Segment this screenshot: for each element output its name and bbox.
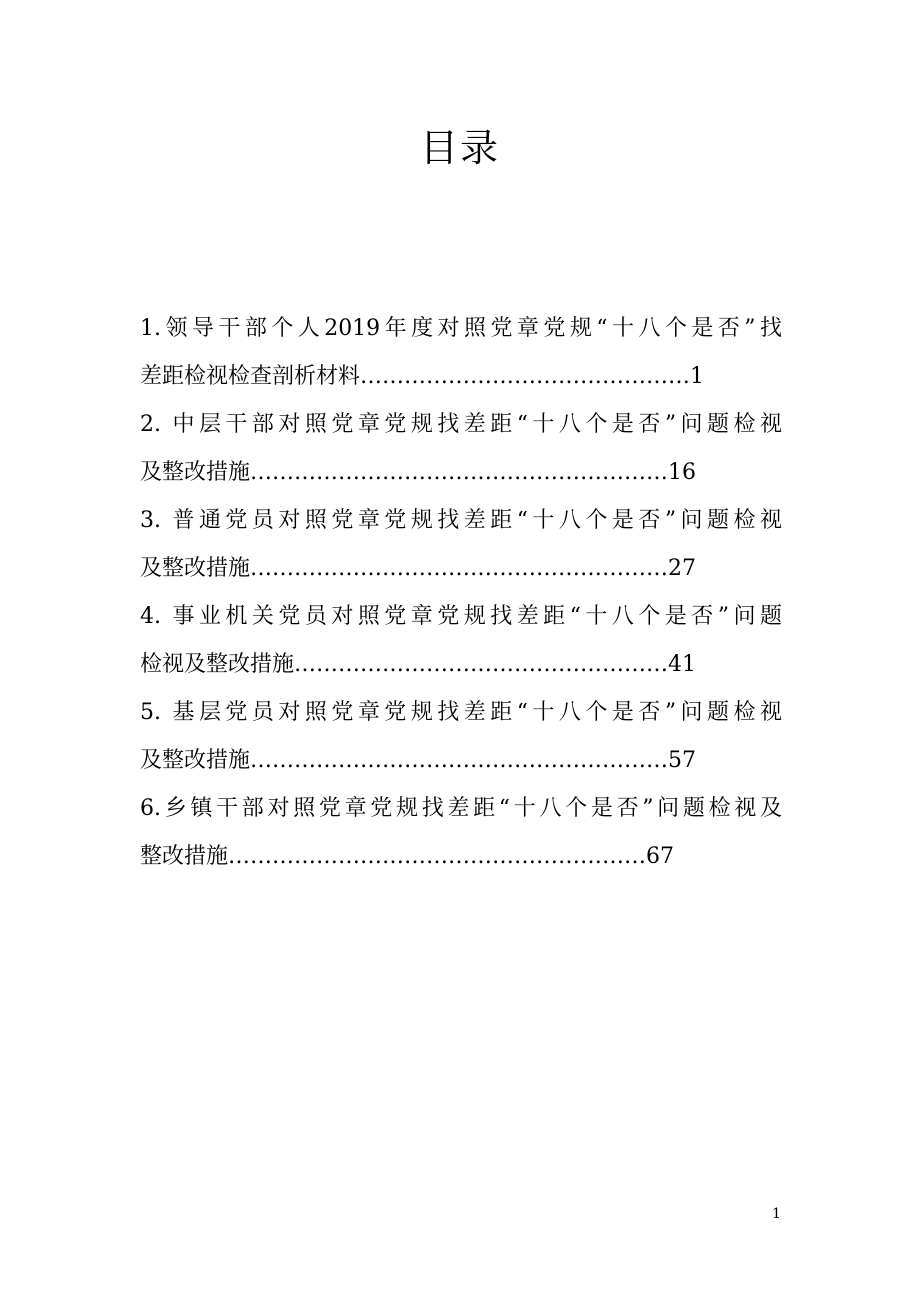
- toc-page-number: 57: [668, 748, 697, 773]
- toc-entry-continuation-line: [140, 353, 782, 401]
- toc-entry-continuation-line: [140, 545, 782, 593]
- toc-page-number: 16: [668, 460, 697, 485]
- toc-entry-continuation-line: [140, 737, 782, 785]
- toc-entry-title-tail: 及整改措施: [140, 748, 251, 773]
- table-of-contents: [140, 305, 782, 881]
- toc-leader-dots: …………………………………………………: [228, 844, 647, 869]
- toc-leader-dots: …………………………………………………: [250, 748, 669, 773]
- toc-entry-continuation-line: [140, 833, 782, 881]
- toc-entry-title-line: 6.乡镇干部对照党章党规找差距“十八个是否”问题检视及: [140, 796, 782, 821]
- toc-entry-title-line: 3. 普通党员对照党章党规找差距“十八个是否”问题检视: [140, 508, 782, 533]
- toc-page-number: 27: [668, 556, 697, 581]
- toc-entry[interactable]: [140, 401, 782, 497]
- toc-entry[interactable]: [140, 497, 782, 593]
- toc-leader-dots: …………………………………………………: [250, 460, 669, 485]
- page-number: 1: [772, 1206, 781, 1222]
- toc-title: 目录: [419, 126, 500, 170]
- toc-entry[interactable]: [140, 593, 782, 689]
- toc-entry-title-tail: 及整改措施: [140, 460, 251, 485]
- toc-entry-title-tail: 差距检视检查剖析材料: [140, 364, 361, 389]
- toc-leader-dots: ……………………………………………: [294, 652, 669, 677]
- toc-entry[interactable]: [140, 305, 782, 401]
- toc-entry-title-line: 1.领导干部个人2019年度对照党章党规“十八个是否”找: [140, 316, 782, 341]
- toc-entry-title-tail: 及整改措施: [140, 556, 251, 581]
- toc-page-number: 67: [646, 844, 675, 869]
- toc-entry-continuation-line: [140, 449, 782, 497]
- toc-leader-dots: …………………………………………………: [250, 556, 669, 581]
- toc-entry-title-line: 4. 事业机关党员对照党章党规找差距“十八个是否”问题: [140, 604, 782, 629]
- toc-entry-title-tail: 检视及整改措施: [140, 652, 295, 677]
- toc-entry-title-tail: 整改措施: [140, 844, 229, 869]
- toc-entry-continuation-line: [140, 641, 782, 689]
- toc-page-number: 41: [668, 652, 697, 677]
- toc-entry[interactable]: [140, 689, 782, 785]
- toc-entry-title-line: 2. 中层干部对照党章党规找差距“十八个是否”问题检视: [140, 412, 782, 437]
- toc-entry[interactable]: [140, 785, 782, 881]
- toc-entry-title-line: 5. 基层党员对照党章党规找差距“十八个是否”问题检视: [140, 700, 782, 725]
- toc-leader-dots: ………………………………………: [360, 364, 691, 389]
- toc-page-number: 1: [690, 364, 705, 389]
